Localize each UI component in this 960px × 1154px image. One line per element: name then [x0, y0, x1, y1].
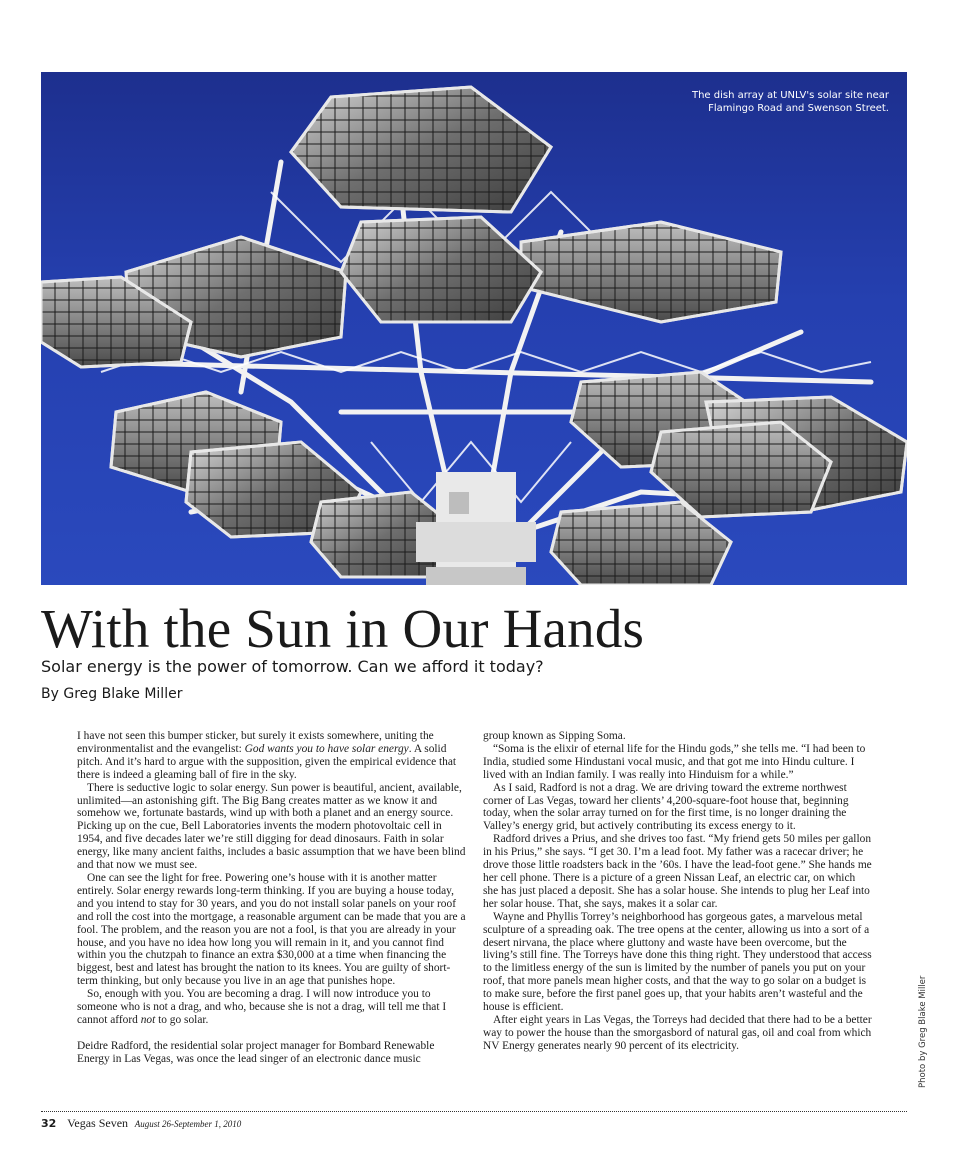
page-footer	[41, 1116, 241, 1131]
paragraph: I have not seen this bumper sticker, but surely it exists somewhere, uniting the environmentalist and the evangelist: God wants you to have solar energy. A solid pitch. And it’s hard to argue with the supposition, given the empirical evidence that there is indeed a gleaming ball of fire in the sky.	[77, 730, 457, 781]
solar-dish-illustration	[41, 72, 907, 585]
issue-date: August 26-September 1, 2010	[134, 1119, 242, 1129]
photo-caption: The dish array at UNLV's solar site near Flamingo Road and Swenson Street.	[691, 90, 889, 114]
magazine-name: Vegas Seven	[67, 1116, 129, 1130]
paragraph: Wayne and Phyllis Torrey’s neighborhood has gorgeous gates, a marvelous metal sculpture of a spreading oak. The tree opens at the center, allowing us into a sort of a desert nirvana, the place where gluttony and waste have been overcome, but the living’s still fine. The Torreys have done this thing right. They understood that access to the limitless energy of the sun is limited by the number of panels you put on your roof, that more panels mean higher costs, and that the way to go solar on a budget is to make sure, before the first panel goes up, that your habits aren’t wasteful and the house is efficient.	[483, 910, 872, 1014]
paragraph: Deidre Radford, the residential solar project manager for Bombard Renewable Energy in Las Vegas, was once the lead singer of an electronic dance music	[77, 1039, 435, 1065]
article-title: With the Sun in Our Hands	[41, 598, 645, 659]
paragraph: So, enough with you. You are becoming a drag. I will now introduce you to someone who is not a drag, and who, because she is not a drag, will tell me that I cannot afford not to go solar.	[77, 988, 447, 1026]
photo-credit: Photo by Greg Blake Miller	[918, 975, 928, 1088]
article-column-left	[77, 730, 467, 1066]
paragraph: group known as Sipping Soma.	[483, 730, 626, 742]
paragraph: After eight years in Las Vegas, the Torreys had decided that there had to be a better way to power the house than the smorgasbord of natural gas, oil and coal from which NV Energy generates nearly 90 percent of its electricity.	[483, 1013, 872, 1052]
paragraph: One can see the light for free. Powering one’s house with it is another matter entirely. Solar energy rewards long-term thinking. If you are buying a house today, and you intend to stay for 30 years, and you do not install solar panels on your roof and roll the cost into the mortgage, a reasonable argument can be made that you are a fool. The problem, and the reason you are not a fool, is that you are already in your house, and you have no idea how long you will remain in it, and you cannot find within you the chutzpah to finance an extra $30,000 at a time when financing the biggest, best and latest has brought the nation to its knees. You are guilty of short-term thinking, but only because you live in an age that punishes hope.	[77, 871, 466, 988]
paragraph: Radford drives a Prius, and she drives too fast. “My friend gets 50 miles per gallon in his Prius,” she says. “I get 30. I’m a lead foot. My father was a racecar driver; he drove those little roadsters back in the ’60s. I have the lead-foot gene.” She hands me her cell phone. There is a picture of a green Nissan Leaf, an electric car, on which she has just placed a deposit. She has a solar house. She intends to plug her Leaf into her solar house. That, she says, makes it a solar car.	[483, 833, 872, 910]
article-column-right	[483, 730, 873, 1053]
paragraph: “Soma is the elixir of eternal life for the Hindu gods,” she tells me. “I had been to India, studied some Hindustani vocal music, and that got me into Hindu culture. I lived with an Indian family. I was really into Hinduism for a while.”	[483, 742, 866, 781]
footer-divider	[41, 1111, 907, 1112]
paragraph: There is seductive logic to solar energy. Sun power is beautiful, ancient, available, unlimited—an astonishing gift. The Big Bang creates matter as we know it and somehow we, fortunate bastards, wind up with both a planet and an energy source. Picking up on the cue, Bell Laboratories invents the modern photovoltaic cell in 1954, and five decades later we’re still digging for dead dinosaurs. Faith in solar energy, like many ancient faiths, includes a basic assumption that we have been blind and that now we must see.	[77, 781, 466, 872]
page-number: 32	[41, 1117, 57, 1130]
article-byline: By Greg Blake Miller	[41, 686, 183, 702]
dish-array-photo	[41, 72, 907, 585]
paragraph: As I said, Radford is not a drag. We are driving toward the extreme northwest corner of Las Vegas, toward her clients’ 4,200-square-foot house that, beginning today, when the solar array turned on for the first time, is no longer draining the Valley’s energy grid, but actively contributing its excess energy to it.	[483, 781, 849, 833]
article-deck: Solar energy is the power of tomorrow. Can we afford it today?	[41, 657, 544, 676]
